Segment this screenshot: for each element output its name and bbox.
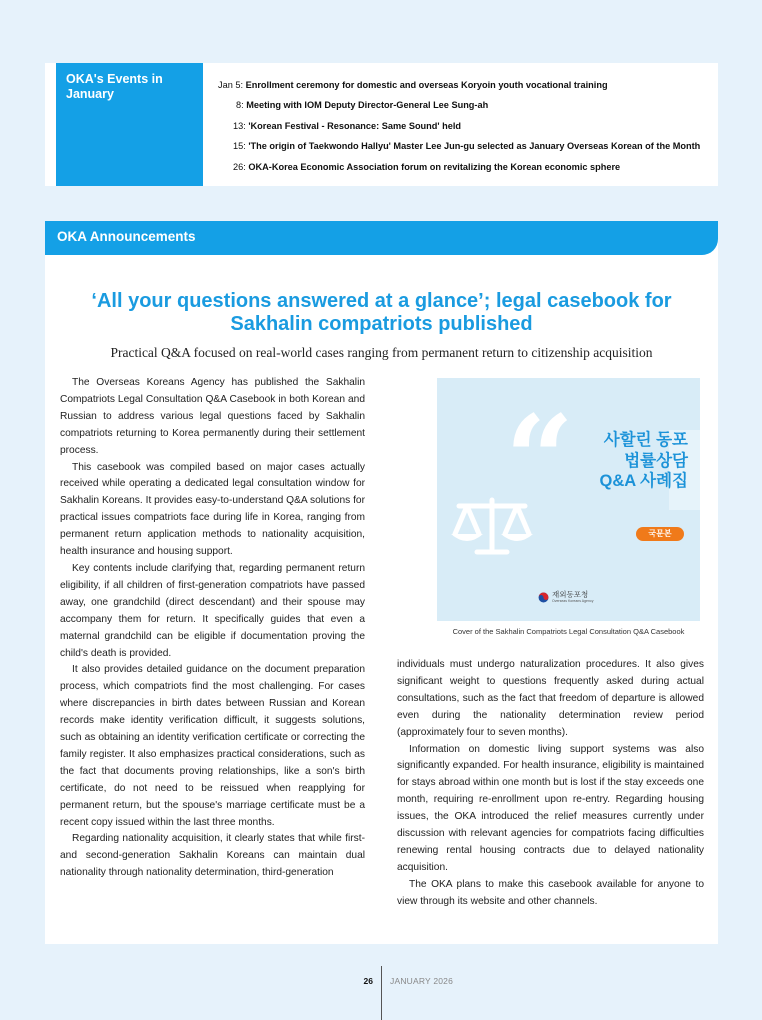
- logo-subtext: Overseas Koreans Agency: [552, 599, 594, 603]
- event-text: Meeting with IOM Deputy Director-General Lee Sung-ah: [246, 100, 489, 111]
- event-text: 'Korean Festival - Resonance: Same Sound' held: [248, 120, 462, 131]
- headline-line: Sakhalin compatriots published: [230, 313, 533, 335]
- taegeuk-icon: [538, 592, 549, 603]
- headline-line: ‘All your questions answered at a glance’; legal casebook for: [91, 290, 672, 312]
- cover-title: [600, 430, 688, 492]
- events-label: OKA's Events in January: [56, 63, 203, 186]
- event-item: [218, 121, 700, 141]
- footer-divider: [381, 966, 382, 1020]
- article-paragraph: The Overseas Koreans Agency has published the Sakhalin Compatriots Legal Consultation Q&A Casebook in both Korean and Russian to address various legal questions faced by Sakhalin compatriots returning to Korea permanently during their settlement process.: [60, 377, 365, 456]
- events-list: [218, 80, 700, 182]
- section-title: OKA Announcements: [45, 221, 718, 255]
- balance-scale-icon: [447, 496, 537, 556]
- event-date: 8:: [236, 100, 244, 111]
- article-headline: [45, 290, 718, 336]
- agency-logo: [538, 591, 593, 603]
- article-paragraph: This casebook was compiled based on major cases actually received while operating a dedicated legal consultation window for Sakhalin Koreans. It provides easy-to-understand Q&A solutions for practical issues compatriots face during life in Korea, ranging from permanent return application methods to nationality acquisition, health insurance and housing support.: [60, 461, 365, 558]
- page-number: 26: [363, 976, 373, 986]
- event-date: Jan 5:: [218, 80, 244, 90]
- article-paragraph: It also provides detailed guidance on the document preparation process, which compatriots find the most challenging. For cases where discrepancies in birth dates between Russian and Korean records make identity verification difficult, it suggests solutions, such as obtaining an identity verification certificate or correcting the family register. It also emphasizes practical considerations, such as the fact that documents proving relationships, like a son's birth certificate, do not need to be reissued when reapplying for permanent return, but the spouse's marriage certificate must be a recent copy issued within the last three months.: [60, 664, 365, 828]
- cover-title-line: 사할린 동포: [603, 431, 688, 449]
- event-item: [218, 80, 700, 100]
- event-text: 'The origin of Taekwondo Hallyu' Master Lee Jun-gu selected as January Overseas Korean of the Month: [248, 141, 701, 152]
- event-item: [218, 162, 700, 182]
- cover-badge: 국문본: [636, 527, 684, 541]
- article-subheadline: Practical Q&A focused on real-world cases ranging from permanent return to citizenship acquisition: [110, 345, 653, 360]
- article-left-column: [60, 375, 365, 882]
- event-date: 13:: [233, 120, 246, 131]
- event-date: 26:: [233, 161, 246, 172]
- event-item: [218, 141, 700, 161]
- article-right-column: [397, 657, 704, 911]
- article-paragraph: The OKA plans to make this casebook available for anyone to view through its website and other channels.: [397, 878, 704, 907]
- event-date: 15:: [233, 141, 246, 152]
- events-box: [45, 63, 718, 186]
- cover-title-line: Q&A 사례집: [599, 472, 688, 490]
- event-item: [218, 100, 700, 120]
- event-text: Enrollment ceremony for domestic and overseas Koryoin youth vocational training: [245, 80, 608, 90]
- casebook-cover-image: [437, 378, 700, 621]
- article-paragraph: Key contents include clarifying that, regarding permanent return eligibility, if all children of first-generation compatriots have passed away, one grandchild (direct descendant) and their spouse may accompany them for return. It specifically guides that even a maternal grandchild can be eligible if documentation proving the child's death is provided.: [60, 562, 365, 659]
- quote-mark-icon: “: [505, 389, 575, 530]
- article-paragraph: individuals must undergo naturalization procedures. It also gives significant weight to questions frequently asked during actual consultations, such as the fact that freedom of departure is allowed even during the nationality determination review period (approximately four to seven months).: [397, 659, 704, 738]
- article-paragraph: Regarding nationality acquisition, it clearly states that while first- and second-generation Sakhalin Koreans can maintain dual nationality through nationality determination, third-generation: [60, 833, 365, 879]
- article-paragraph: Information on domestic living support systems was also significantly expanded. For health insurance, eligibility is maintained for stays abroad within one month but is lost if the stay exceeds one month, requiring re-enrollment upon re-entry. Regarding housing issues, the OKA introduced the relief measures currently under discussion with relevant agencies for compatriots facing difficulties renewing rental housing contracts due to delayed nationality acquisition.: [397, 743, 704, 873]
- logo-text: 재외동포청: [552, 590, 589, 599]
- event-text: OKA-Korea Economic Association forum on revitalizing the Korean economic sphere: [248, 161, 621, 172]
- cover-title-line: 법률상담: [624, 451, 688, 470]
- issue-label: JANUARY 2026: [390, 976, 454, 986]
- image-caption: Cover of the Sakhalin Compatriots Legal Consultation Q&A Casebook: [452, 627, 685, 636]
